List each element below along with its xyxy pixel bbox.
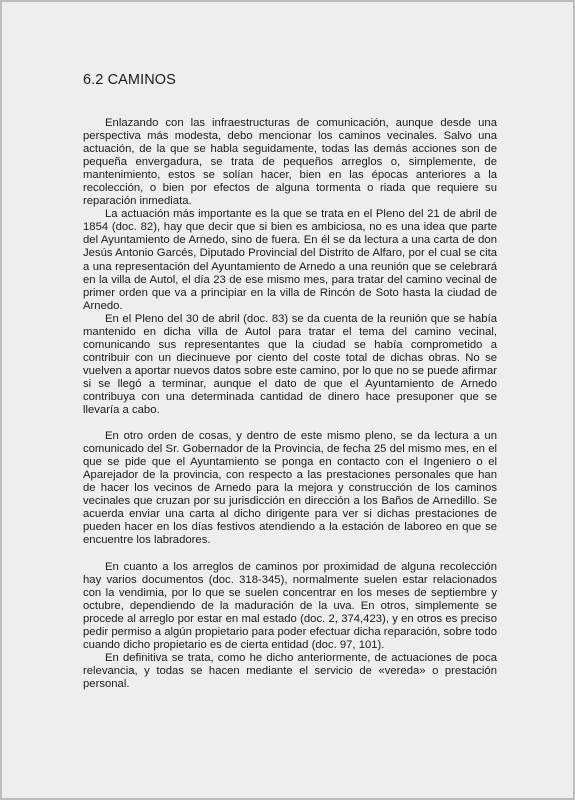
body-text	[83, 117, 497, 691]
section-title: 6.2 CAMINOS	[83, 72, 176, 88]
paragraph-1: Enlazando con las infraestructuras de comunicación, aunque desde una perspectiva más modesta, debo mencionar los caminos vecinales. Salvo una actuación, de la que se habla seguidamente, todas las demás acciones son de pequeña envergadura, se trata de pequeños arreglos o, simplemente, de mantenimiento, estos se solían hacer, bien en las épocas anteriores a la recolección, o bien por efectos de alguna tormenta o riada que requiere su reparación inmediata.	[83, 117, 497, 208]
paragraph-6: En definitiva se trata, como he dicho anteriormente, de actuaciones de poca relevancia, y todas se hacen mediante el servicio de «vereda» o prestación personal.	[83, 651, 497, 690]
paragraph-5: En cuanto a los arreglos de caminos por proximidad de alguna recolección hay varios documentos (doc. 318-345), normalmente suelen estar relacionados con la vendimia, por lo que se suelen concentrar en los meses de septiembre y octubre, dependiendo de la maduración de la uva. En otros, simplemente se procede al arreglo por estar en mal estado (doc. 2, 374,423), y en otros es preciso pedir permiso a algún propietario para poder efectuar dicha reparación, sobre todo cuando dicho propietario es de cierta entidad (doc. 97, 101).	[83, 560, 497, 651]
paragraph-3: En el Pleno del 30 de abril (doc. 83) se da cuenta de la reunión que se había mantenido en dicha villa de Autol para tratar el tema del camino vecinal, comunicando sus representantes que la ciudad se había comprometido a contribuir con un diecinueve por ciento del coste total de dichas obras. No se vuelven a aportar nuevos datos sobre este camino, por lo que no se puede afirmar si se llegó a terminar, aunque el dato de que el Ayuntamiento de Arnedo contribuya con una determinada cantidad de dinero hace presuponer que se llevaría a cabo.	[83, 312, 497, 417]
paragraph-4: En otro orden de cosas, y dentro de este mismo pleno, se da lectura a un comunicado del Sr. Gobernador de la Provincia, de fecha 25 del mismo mes, en el que se pide que el Ayuntamiento se ponga en contacto con el Ingeniero o el Aparejador de la provincia, con respecto a las prestaciones personales que han de hacer los vecinos de Arnedo para la mejora y construcción de los caminos vecinales que cruzan por su jurisdicción en dirección a los Baños de Arnedillo. Se acuerda enviar una carta al dicho dirigente para ver si dichas prestaciones de pueden hacer en los días festivos atendiendo a la estación de laboreo en que se encuentre los labradores.	[83, 430, 497, 547]
paragraph-2: La actuación más importante es la que se trata en el Pleno del 21 de abril de 1854 (doc. 82), hay que decir que si bien es ambiciosa, no es una idea que parte del Ayuntamiento de Arnedo, sino de fuera. En él se da lectura a una carta de don Jesús Antonio Garcés, Diputado Provincial del Distrito de Alfaro, por el cual se cita a una representación del Ayuntamiento de Arnedo a una reunión que se celebrará en la villa de Autol, el día 23 de ese mismo mes, para tratar del camino vecinal de primer orden que va a principiar en la villa de Rincón de Soto hasta la ciudad de Arnedo.	[83, 208, 497, 312]
